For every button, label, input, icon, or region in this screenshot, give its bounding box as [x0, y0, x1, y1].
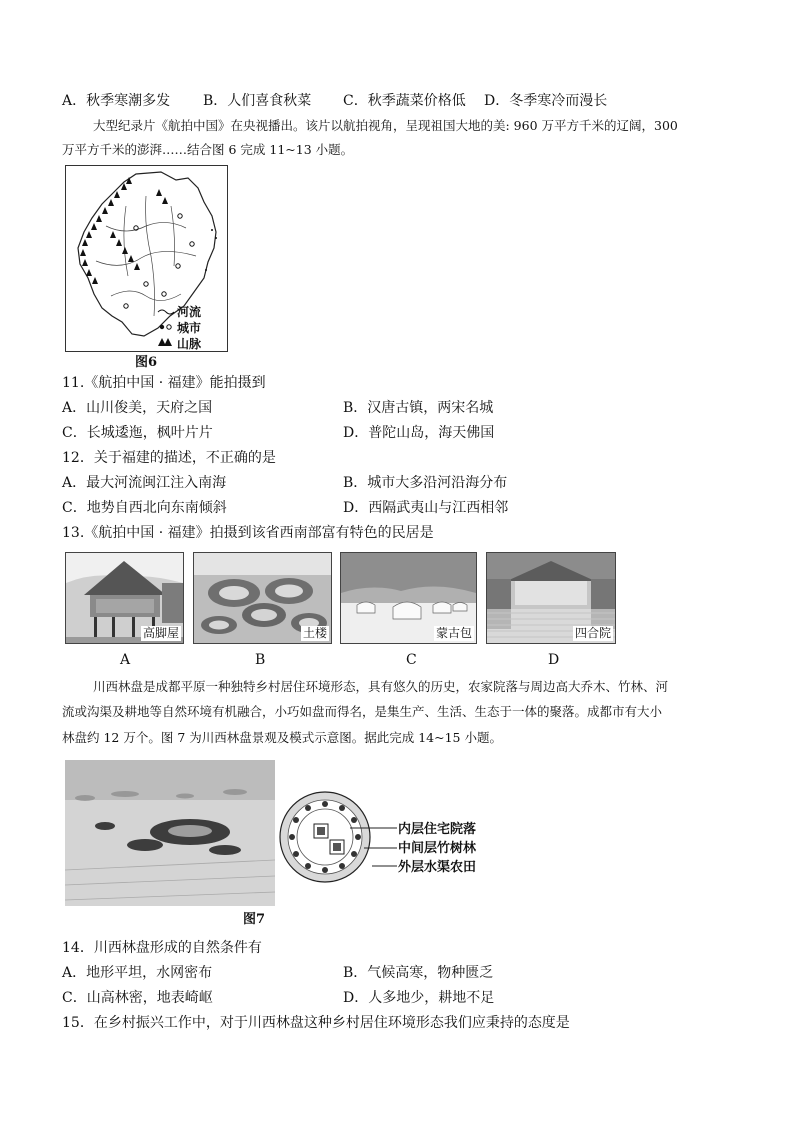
- passage2-line3: 林盘约 12 万个。图 7 为川西林盘景观及模式示意图。据此完成 14~15 小题。: [62, 730, 502, 745]
- fig7-caption: 图7: [243, 912, 266, 927]
- option-letter-c: C: [406, 652, 417, 668]
- q14-stem: 14．川西林盘形成的自然条件有: [62, 940, 262, 956]
- option-letter-b: B: [255, 652, 266, 668]
- fig7-label-outer: 外层水渠农田: [398, 860, 477, 875]
- q14-option-b: B．气候高寒，物种匮乏: [343, 965, 494, 981]
- fig6-caption: 图6: [135, 355, 158, 370]
- legend-river: 河流: [177, 305, 202, 319]
- q11-option-a: A．山川俊美，天府之国: [62, 400, 213, 416]
- photo-yurt: [340, 552, 477, 644]
- q11-stem: 11.《航拍中国 · 福建》能拍摄到: [62, 375, 266, 391]
- fig7-label-inner: 内层住宅院落: [398, 822, 477, 837]
- linpan-aerial-photo: [65, 760, 275, 906]
- q10-option-d: D．冬季寒冷而漫长: [484, 93, 608, 109]
- q13-stem: 13.《航拍中国 · 福建》拍摄到该省西南部富有特色的民居是: [62, 525, 434, 541]
- fujian-map-drawing: [66, 166, 227, 351]
- photo-label-c: 蒙古包: [435, 626, 472, 640]
- legend-mountain: 山脉: [177, 337, 202, 351]
- photo-label-b: 土楼: [302, 626, 327, 640]
- photo-tulou: [193, 552, 332, 644]
- q11-option-b: B．汉唐古镇，两宋名城: [343, 400, 494, 416]
- passage2-line2: 流或沟渠及耕地等自然环境有机融合，小巧如盘而得名，是集生产、生活、生态于一体的聚落。成都市有大小: [62, 704, 663, 719]
- q12-stem: 12．关于福建的描述，不正确的是: [62, 450, 276, 466]
- q12-option-c: C．地势自西北向东南倾斜: [62, 500, 227, 516]
- q14-option-c: C．山高林密，地表崎岖: [62, 990, 213, 1006]
- option-letter-d: D: [548, 652, 560, 668]
- passage1-line2: 万平方千米的澎湃……结合图 6 完成 11~13 小题。: [62, 142, 354, 157]
- photo-stilt-house: [65, 552, 184, 644]
- q12-option-d: D．西隔武夷山与江西相邻: [343, 500, 509, 516]
- q12-option-b: B．城市大多沿河沿海分布: [343, 475, 508, 491]
- q15-stem: 15．在乡村振兴工作中，对于川西林盘这种乡村居住环境形态我们应秉持的态度是: [62, 1015, 570, 1031]
- passage2-line1: 川西林盘是成都平原一种独特乡村居住环境形态，具有悠久的历史，农家院落与周边高大乔木、竹林、河: [93, 679, 669, 694]
- photo-siheyuan: [486, 552, 616, 644]
- q11-option-d: D．普陀山岛，海天佛国: [343, 425, 495, 441]
- option-letter-a: A: [120, 652, 131, 668]
- q10-option-c: C．秋季蔬菜价格低: [343, 93, 466, 109]
- linpan-aerial-image: [65, 760, 275, 906]
- q14-option-d: D．人多地少，耕地不足: [343, 990, 495, 1006]
- q10-option-a: A．秋季寒潮多发: [62, 93, 171, 109]
- q10-option-b: B．人们喜食秋菜: [203, 93, 312, 109]
- fig7-leader-lines: [350, 820, 400, 870]
- q11-option-c: C．长城逶迤，枫叶片片: [62, 425, 213, 441]
- photo-label-a: 高脚屋: [142, 626, 179, 640]
- passage1-line1: 大型纪录片《航拍中国》在央视播出。该片以航拍视角，呈现祖国大地的美: 960 万平方千米的辽阔，300: [93, 118, 678, 133]
- fujian-map: [65, 165, 228, 352]
- q12-option-a: A．最大河流闽江注入南海: [62, 475, 227, 491]
- legend-city: 城市: [177, 321, 202, 335]
- fig7-label-middle: 中间层竹树林: [398, 841, 477, 856]
- q14-option-a: A．地形平坦，水网密布: [62, 965, 213, 981]
- photo-label-d: 四合院: [574, 626, 611, 640]
